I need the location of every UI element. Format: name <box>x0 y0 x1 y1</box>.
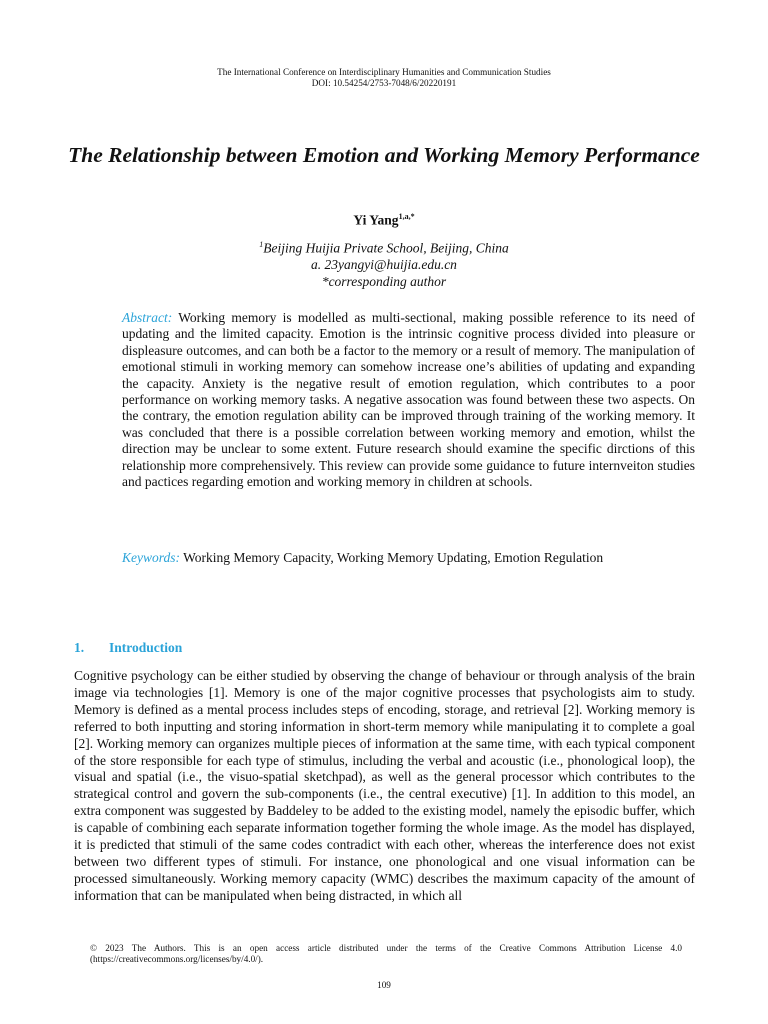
license-footnote: © 2023 The Authors. This is an open access article distributed under the terms of the Creative Commons Attribution License 4.0 (https://creativecommons.org/licenses/by/4.0/). <box>90 943 682 964</box>
keywords <box>122 550 695 566</box>
keywords-label: Keywords: <box>122 550 180 565</box>
affiliation-superscript: 1 <box>259 240 264 249</box>
page-number: 109 <box>377 980 391 990</box>
keywords-text: Working Memory Capacity, Working Memory Updating, Emotion Regulation <box>183 550 604 565</box>
conference-name: The International Conference on Interdisciplinary Humanities and Communication Studies <box>217 67 551 77</box>
author-line <box>0 212 768 229</box>
corresponding-note: *corresponding author <box>321 273 447 289</box>
section-heading <box>74 640 182 656</box>
affiliation <box>0 237 768 257</box>
author-email: a. 23yangyi@huijia.edu.cn <box>311 257 457 272</box>
running-header <box>0 67 768 89</box>
abstract-label: Abstract: <box>122 310 173 325</box>
doi: DOI: 10.54254/2753-7048/6/20220191 <box>311 78 457 88</box>
author-superscript: 1,a,* <box>398 212 415 221</box>
abstract <box>122 310 695 490</box>
abstract-text: Working memory is modelled as multi-sectional, making possible reference to its need of updating and the limited capacity. Emotion is the intrinsic cognitive process divided into pleasure or displeasure outcomes, and can both be a factor to the memory or a result of memory. The manipulation of emotional stimuli in working memory can somehow increase one’s abilities of updating and expanding the capacity. Anxiety is the negative result of emotion regulation, which contributes to a poor performance on working memory tasks. A negative assocation was found between these two aspects. On the contrary, the emotion regulation ability can be improved through training of the working memory. It was concluded that there is a possible correlation between working memory and emotion, whilst the direction may be unclear to some extent. Future research should examine the specific dirctions of this relationship more comprehensively. This review can provide some guidance to future internveiton studies and pactices regarding emotion and working memory in children at schools. <box>122 310 695 490</box>
author-name: Yi Yang <box>353 212 399 228</box>
affiliation-block <box>0 237 768 290</box>
body-paragraph: Cognitive psychology can be either studied by observing the change of behaviour or through analysis of the brain image via technologies [1]. Memory is one of the major cognitive processes that psychologists aim to study. Memory is defined as a mental process includes steps of encoding, storage, and retrieval [2]. Working memory is referred to both inputting and storing information in short-term memory while manipulating it to complete a goal [2]. Working memory can organizes multiple pieces of information at the same time, with each typical component of the store responsible for each type of stimulus, including the verbal and acoustic (i.e., phonological loop), the visual and spatial (i.e., the visuo-spatial sketchpad), as well as the general processor which contributes to the strategical control and govern the sub-components (i.e., the central executive) [1]. In addition to this model, an extra component was suggested by Baddeley to be added to the existing model, namely the episodic buffer, which is capable of combining each separate information together forming the whole image. As the model has displayed, it is predicted that stimuli of the same codes contradict with each other, whereas the interference does not exist between two different types of stimuli. For instance, one phonological and one visual information can be processed simultaneously. Working memory capacity (WMC) describes the maximum capacity of the amount of information that can be manipulated when being distracted, in which all <box>74 668 695 903</box>
section-title: Introduction <box>109 640 183 655</box>
section-number: 1. <box>74 640 85 655</box>
paper-title: The Relationship between Emotion and Working Memory Performance <box>68 143 700 167</box>
affiliation-text: Beijing Huijia Private School, Beijing, China <box>263 240 509 256</box>
